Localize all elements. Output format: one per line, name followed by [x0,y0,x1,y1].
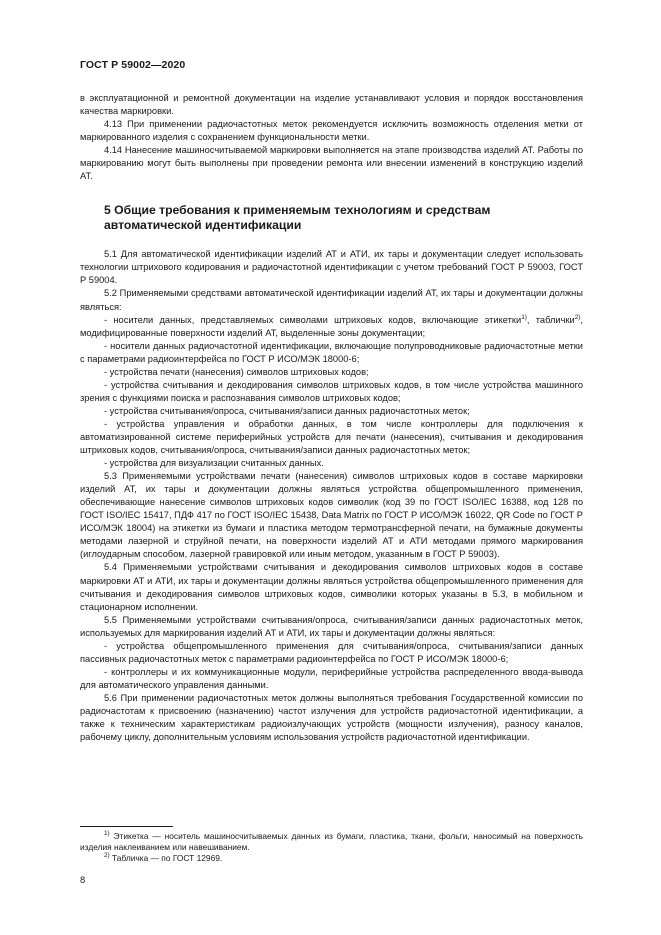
document-body [80,92,583,744]
list-item-5-2-scanners: - устройства считывания и декодирования символов штриховых кодов, в том числе устройства машинного зрения с функциями поиска и распознавания символов штриховых кодов; [80,379,583,403]
footnote-text: Этикетка — носитель машиносчитываемых данных из бумаги, пластика, ткани, фольги, наносимый на поверхность изделия наклеиванием или навешиванием. [80,831,583,853]
footnotes [80,826,583,865]
footnote-mark-1: 1) [104,830,110,838]
footnote-ref-2: 2) [574,313,581,321]
paragraph-5-3: 5.3 Применяемыми устройствами печати (нанесения) символов штриховых кодов в составе маркировки изделий АТ, их тары и документации должны являться устройства общепромышленного применения, обеспечивающие нанесение символов штриховых кодов символик (код 39 по ГОСТ ISO/IEC 16388, код 128 по ГОСТ ISO/IEC 15417, ПДФ 417 по ГОСТ ISO/IEC 15438, Data Matrix по ГОСТ Р ИСО/МЭК 16022, QR Code по ГОСТ Р ИСО/МЭК 18004) на этикетки из бумаги и пластика методом термотрансферной печати, на бумажные документы методами лазерной и струйной печати, на поверхности изделий АТ и АТИ методами прямого маркирования (иглоударным способом, лазерной гравировкой или иным методом, указанным в ГОСТ Р 59003). [80,471,583,560]
paragraph-5-1: 5.1 Для автоматической идентификации изделий АТ и АТИ, их тары и документации следует использовать технологии штрихового кодирования и радиочастотной идентификации с учетом требований ГОСТ Р 59003, ГОСТ Р 59004. [80,249,583,286]
footnote-2 [80,853,583,864]
footnote-1 [80,831,583,853]
list-item-5-2-controllers: - устройства управления и обработки данных, в том числе контроллеры для подключения к автоматизированной системе периферийных устройств для печати (нанесения), считывания и декодирования штриховых кодов, считывания/опроса, считывания/записи данных радиочастотных меток; [80,418,583,456]
paragraph-5-6: 5.6 При применении радиочастотных меток должны выполняться требования Государственной комиссии по радиочастотам к присвоению (назначению) частот излучения для устройств радиочастотной идентификации, а также к техническим характеристикам радиоизлучающих устройств (мощности излучения), разносу каналов, рабочему циклу, дополнительным условиям использования устройств радиочастотной идентификации. [80,692,583,743]
paragraph-5-5: 5.5 Применяемыми устройствами считывания/опроса, считывания/записи данных радиочастотных меток, используемых для маркирования изделий АТ и АТИ, их тары и документации должны являться: [80,614,583,638]
list-item-5-5-controllers: - контроллеры и их коммуникационные модули, периферийные устройства распределенного ввода-вывода для автоматического управления данными. [80,666,583,690]
footnote-text: Табличка — по ГОСТ 12969. [109,853,223,864]
list-item-5-5-readers: - устройства общепромышленного применения для считывания/опроса, считывания/записи данных пассивных радиочастотных меток с параметрами радиоинтерфейса по ГОСТ Р ИСО/МЭК 18000-6; [80,640,583,664]
paragraph-4-14: 4.14 Нанесение машиносчитываемой маркировки выполняется на этапе производства изделий АТ. Работы по маркированию могут быть выполнены при проведении ремонта или внесении изменений в конструкцию изделий АТ. [80,145,583,182]
list-item-text: - носители данных, представляемых символами штриховых кодов, включающие этикетки [104,314,522,325]
paragraph-4-13: 4.13 При применении радиочастотных меток рекомендуется исключить возможность отделения метки от маркированного изделия с сохранением функциональности метки. [80,119,583,143]
list-item-5-2-rfid-readers: - устройства считывания/опроса, считывания/записи данных радиочастотных меток; [104,405,470,416]
list-item-text: , модифицированные поверхности изделий АТ, выделенные зоны документации; [80,314,584,338]
page-number: 8 [80,875,86,886]
document-header: ГОСТ Р 59002—2020 [80,59,186,71]
list-item-5-2-labels [80,314,583,340]
list-item-5-2-visualization: - устройства для визуализации считанных данных. [104,458,324,469]
list-item-text: , таблички [526,314,575,325]
footnote-mark-2: 2) [104,852,110,860]
paragraph-continuation: в эксплуатационной и ремонтной документации на изделие устанавливают условия и порядок восстановления качества маркировки. [80,93,583,117]
paragraph-5-2: 5.2 Применяемыми средствами автоматической идентификации изделий АТ, их тары и документации должны являться: [80,288,583,312]
footnote-divider [80,826,173,827]
list-item-5-2-printers: - устройства печати (нанесения) символов штриховых кодов; [104,366,369,377]
paragraph-5-4: 5.4 Применяемыми устройствами считывания и декодирования символов штриховых кодов в составе маркировки АТ и АТИ, их тары и документации должны являться устройства общепромышленного применения для считывания и декодирования символов штриховых кодов, символики которых указаны в 5.3, в мобильном и стационарном исполнении. [80,562,583,612]
footnote-ref-1: 1) [521,313,527,321]
section-5-title: 5 Общие требования к применяемым технологиям и средствам автоматической идентификации [104,203,491,233]
list-item-5-2-rfid-carriers: - носители данных радиочастотной идентификации, включающие полупроводниковые радиочастотные метки с параметрами радиоинтерфейса по ГОСТ Р ИСО/МЭК 18000-6; [80,340,583,364]
